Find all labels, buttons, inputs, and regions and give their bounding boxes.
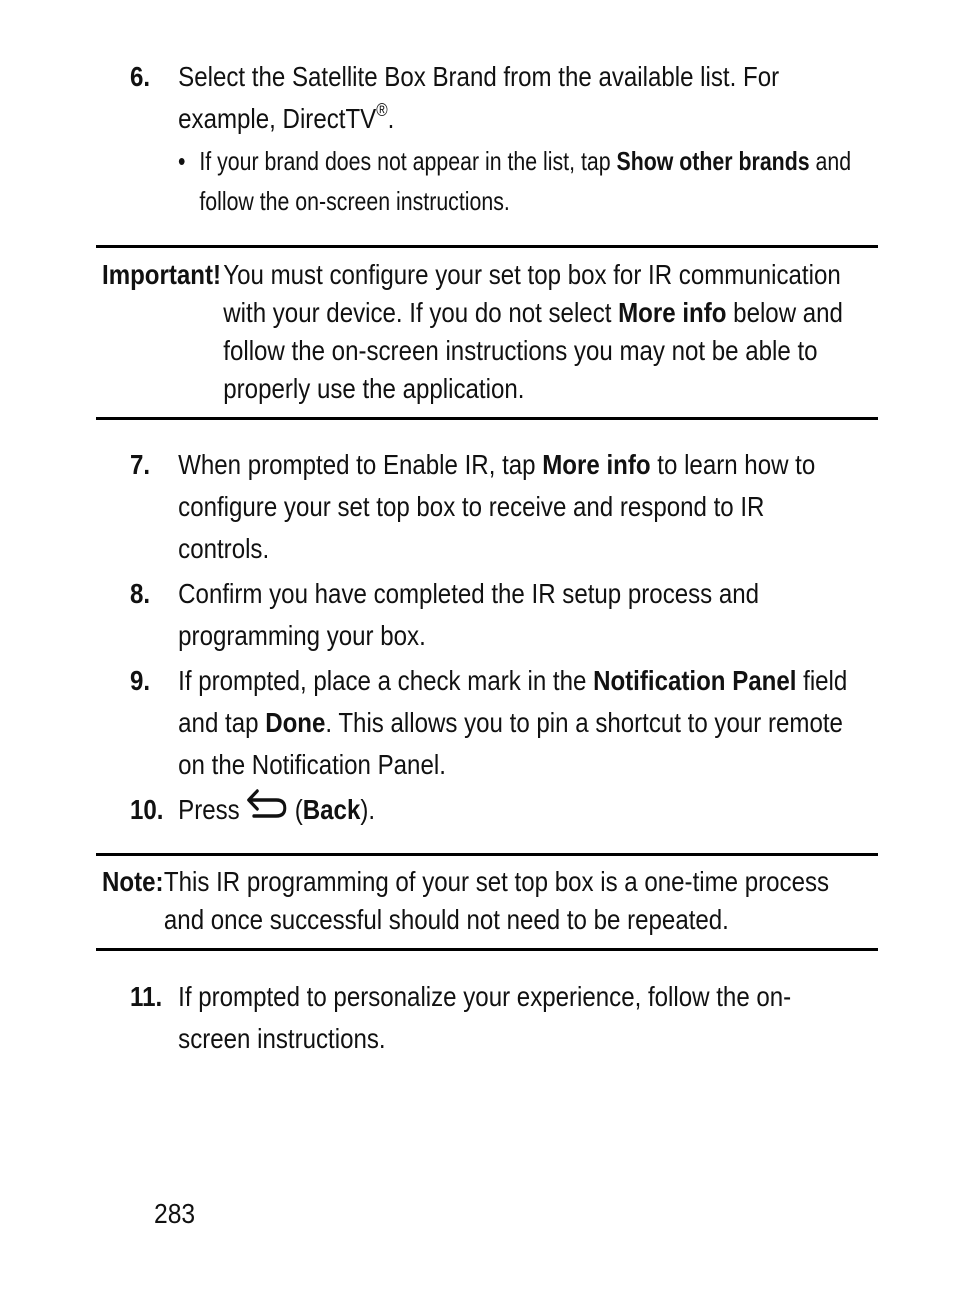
registered-mark: ® (376, 100, 388, 120)
step-number: 11. (130, 981, 163, 1012)
step-number: 7. (130, 449, 151, 480)
show-other-brands-label: Show other brands (616, 146, 810, 176)
divider-top-important (96, 245, 878, 248)
back-label: Back (302, 794, 361, 825)
step-text: Press (Back). (178, 789, 883, 831)
step-number: 9. (130, 665, 151, 696)
important-label: Important! (102, 259, 222, 290)
bullet-dot: • (178, 146, 186, 176)
divider-top-note (96, 853, 878, 856)
step-text: Confirm you have completed the IR setup process and programming your box. (178, 578, 760, 651)
step-text: When prompted to Enable IR, tap More info to learn how to configure your set top box to receive and respond to IR controls. (178, 449, 816, 564)
step-number: 6. (130, 61, 151, 92)
step-text: If prompted, place a check mark in the Notification Panel field and tap Done. This allows you to pin a shortcut to your remote on the Notification Panel. (178, 665, 848, 780)
step-text: If prompted to personalize your experience, follow the on- screen instructions. (178, 981, 792, 1054)
page-number: 283 (154, 1198, 196, 1229)
step-text: Select the Satellite Box Brand from the available list. For example, DirectTV®. (178, 61, 780, 134)
back-arrow-icon (245, 787, 290, 831)
step-number: 8. (130, 578, 151, 609)
divider-bottom-important (96, 417, 878, 420)
step-number: 10. (130, 794, 164, 825)
note-label: Note: (102, 866, 164, 897)
divider-bottom-note (96, 948, 878, 951)
